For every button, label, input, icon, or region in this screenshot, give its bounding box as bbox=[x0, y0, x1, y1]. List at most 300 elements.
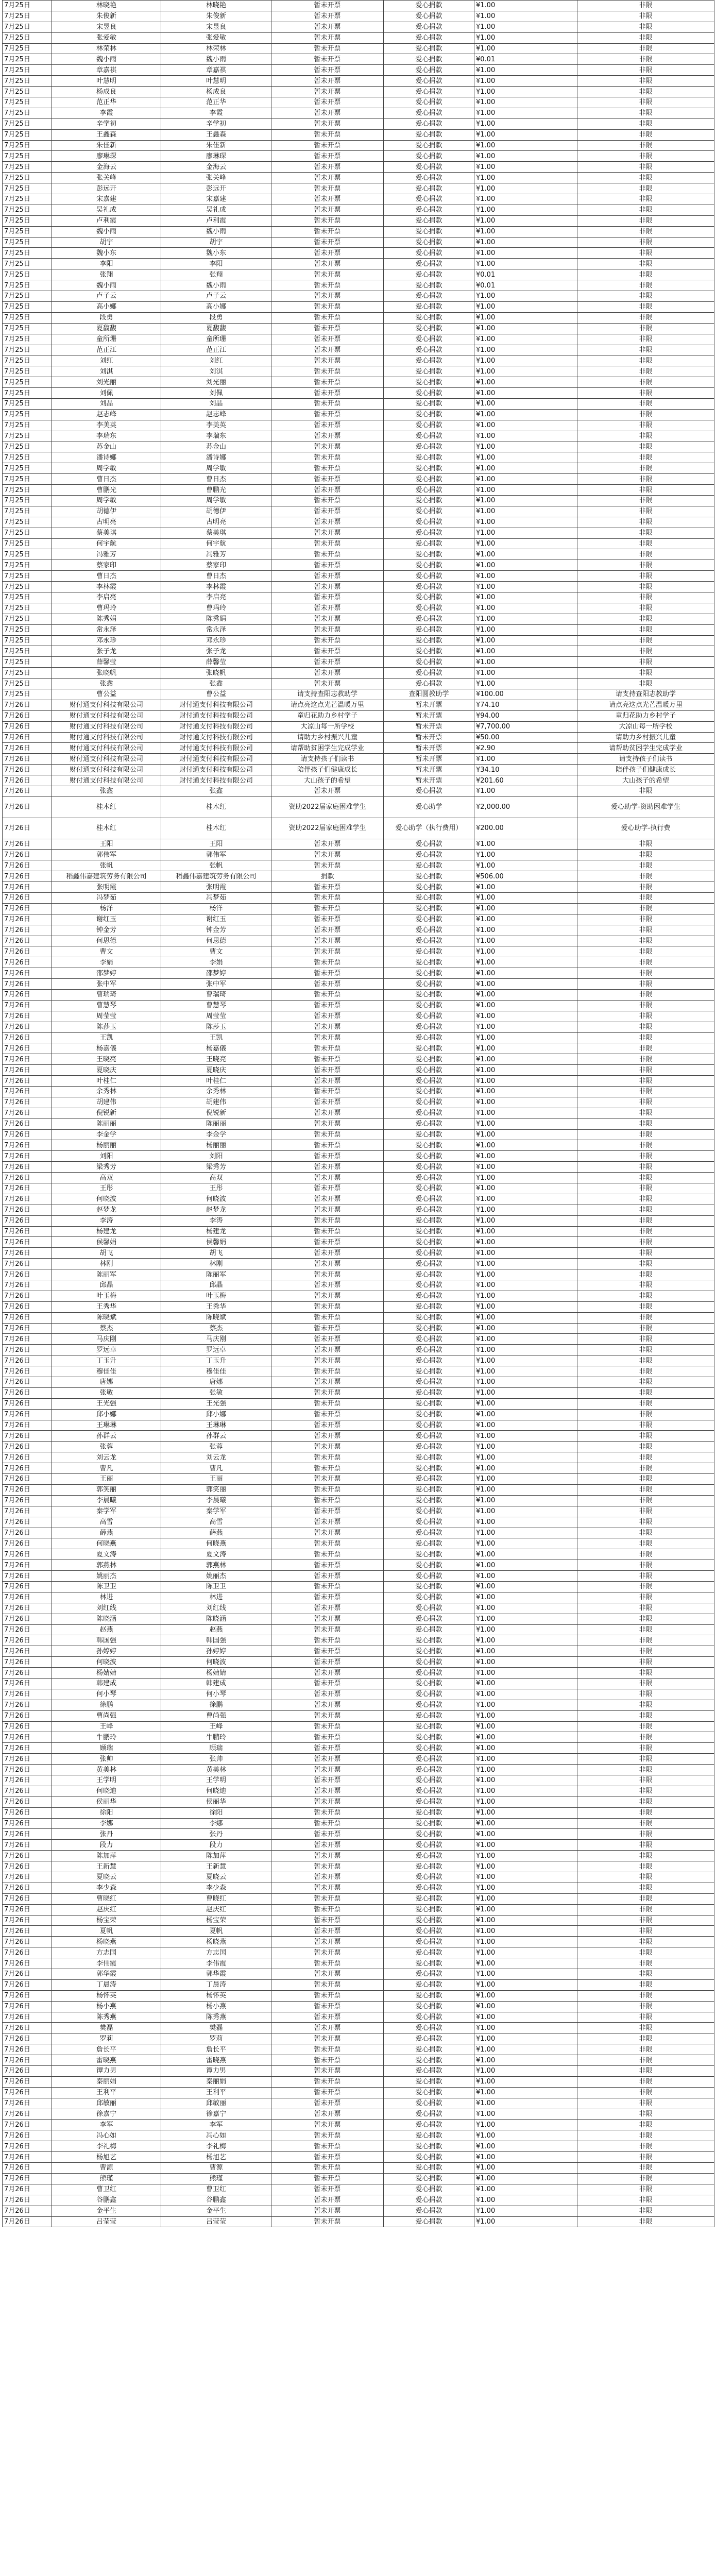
restriction-cell: 非限 bbox=[577, 32, 714, 43]
restriction-cell: 非限 bbox=[577, 1495, 714, 1506]
ledger-row bbox=[3, 1700, 714, 1710]
amount-cell: ¥1.00 bbox=[474, 1700, 577, 1710]
invoice-cell: 暂未开票 bbox=[271, 1140, 384, 1151]
restriction-cell: 陪伴孩子们健康成长 bbox=[577, 765, 714, 775]
payer-cell: 周学敏 bbox=[161, 463, 271, 474]
payer-cell: 蔡美琪 bbox=[161, 528, 271, 538]
ledger-row bbox=[3, 2109, 714, 2120]
restriction-cell: 非限 bbox=[577, 1000, 714, 1011]
donor-cell: 胡宇 bbox=[52, 237, 161, 248]
donor-cell: 林刚 bbox=[52, 1259, 161, 1269]
amount-cell: ¥1.00 bbox=[474, 1226, 577, 1237]
category-cell: 爱心捐款 bbox=[384, 1937, 474, 1947]
invoice-cell: 暂未开票 bbox=[271, 1301, 384, 1312]
category-cell: 爱心捐款 bbox=[384, 1840, 474, 1851]
ledger-row bbox=[3, 775, 714, 786]
payer-cell: 叶玉梅 bbox=[161, 1291, 271, 1301]
donor-cell: 范正华 bbox=[52, 97, 161, 108]
payer-cell: 朱佳新 bbox=[161, 140, 271, 151]
ledger-row bbox=[3, 173, 714, 183]
date-cell: 7月26日 bbox=[3, 1528, 52, 1538]
amount-cell: ¥1.00 bbox=[474, 1592, 577, 1603]
payer-cell: 张蓉 bbox=[161, 1442, 271, 1452]
restriction-cell: 非限 bbox=[577, 1398, 714, 1409]
payer-cell: 曹文 bbox=[161, 946, 271, 957]
amount-cell: ¥1.00 bbox=[474, 1409, 577, 1420]
payer-cell: 郭华霞 bbox=[161, 1969, 271, 1980]
payer-cell: 谭力男 bbox=[161, 2066, 271, 2077]
invoice-cell: 暂未开票 bbox=[271, 1710, 384, 1721]
payer-cell: 王利平 bbox=[161, 2087, 271, 2098]
ledger-row bbox=[3, 2141, 714, 2152]
donor-cell: 杨小燕 bbox=[52, 2001, 161, 2012]
invoice-cell: 暂未开票 bbox=[271, 398, 384, 409]
amount-cell: ¥1.00 bbox=[474, 1291, 577, 1301]
amount-cell: ¥0.01 bbox=[474, 54, 577, 65]
invoice-cell: 请帮助贫困学生完成学业 bbox=[271, 743, 384, 754]
invoice-cell: 暂未开票 bbox=[271, 2184, 384, 2195]
ledger-row bbox=[3, 420, 714, 431]
donor-cell: 周学敏 bbox=[52, 495, 161, 506]
amount-cell: ¥1.00 bbox=[474, 1377, 577, 1388]
payer-cell: 林荣林 bbox=[161, 43, 271, 54]
amount-cell: ¥1.00 bbox=[474, 11, 577, 22]
amount-cell: ¥1.00 bbox=[474, 1506, 577, 1517]
payer-cell: 魏小雨 bbox=[161, 54, 271, 65]
invoice-cell: 暂未开票 bbox=[271, 1291, 384, 1301]
invoice-cell: 暂未开票 bbox=[271, 1054, 384, 1065]
category-cell: 爱心捐款 bbox=[384, 1086, 474, 1097]
restriction-cell: 非限 bbox=[577, 1743, 714, 1754]
donor-cell: 谷鹏鑫 bbox=[52, 2195, 161, 2206]
date-cell: 7月25日 bbox=[3, 140, 52, 151]
amount-cell: ¥1.00 bbox=[474, 1872, 577, 1883]
donor-cell: 杨婧婧 bbox=[52, 1668, 161, 1679]
date-cell: 7月25日 bbox=[3, 97, 52, 108]
date-cell: 7月26日 bbox=[3, 1474, 52, 1485]
amount-cell: ¥1.00 bbox=[474, 1452, 577, 1463]
category-cell: 爱心捐款 bbox=[384, 582, 474, 592]
payer-cell: 曹日杰 bbox=[161, 474, 271, 485]
payer-cell: 雷晓燕 bbox=[161, 2055, 271, 2066]
date-cell: 7月25日 bbox=[3, 87, 52, 97]
category-cell: 爱心捐款 bbox=[384, 1861, 474, 1872]
donor-cell: 陈丽丽 bbox=[52, 1118, 161, 1129]
date-cell: 7月26日 bbox=[3, 1280, 52, 1291]
amount-cell: ¥1.00 bbox=[474, 355, 577, 366]
ledger-row bbox=[3, 1990, 714, 2001]
category-cell: 爱心捐款 bbox=[384, 366, 474, 377]
restriction-cell: 非限 bbox=[577, 280, 714, 291]
donor-cell: 杨晓燕 bbox=[52, 1937, 161, 1947]
restriction-cell: 非限 bbox=[577, 1431, 714, 1442]
ledger-row bbox=[3, 1765, 714, 1775]
amount-cell: ¥1.00 bbox=[474, 657, 577, 668]
ledger-row bbox=[3, 1076, 714, 1087]
date-cell: 7月26日 bbox=[3, 2130, 52, 2141]
ledger-row bbox=[3, 1162, 714, 1173]
date-cell: 7月25日 bbox=[3, 538, 52, 549]
donor-cell: 李启亮 bbox=[52, 592, 161, 603]
amount-cell: ¥1.00 bbox=[474, 925, 577, 936]
date-cell: 7月25日 bbox=[3, 442, 52, 452]
invoice-cell: 暂未开票 bbox=[271, 2044, 384, 2055]
date-cell: 7月25日 bbox=[3, 463, 52, 474]
amount-cell: ¥1.00 bbox=[474, 1086, 577, 1097]
invoice-cell: 暂未开票 bbox=[271, 1345, 384, 1355]
ledger-row bbox=[3, 2098, 714, 2109]
invoice-cell: 请支持查阳志教助学 bbox=[271, 689, 384, 700]
category-cell: 爱心捐款 bbox=[384, 215, 474, 226]
date-cell: 7月26日 bbox=[3, 1065, 52, 1076]
payer-cell: 牛鹏玲 bbox=[161, 1732, 271, 1743]
amount-cell: ¥1.00 bbox=[474, 1463, 577, 1474]
invoice-cell: 暂未开票 bbox=[271, 1205, 384, 1215]
payer-cell: 李启亮 bbox=[161, 592, 271, 603]
date-cell: 7月25日 bbox=[3, 345, 52, 355]
invoice-cell: 暂未开票 bbox=[271, 323, 384, 334]
date-cell: 7月26日 bbox=[3, 2120, 52, 2130]
invoice-cell: 资助2022届家庭困难学生 bbox=[271, 818, 384, 839]
amount-cell: ¥1.00 bbox=[474, 2120, 577, 2130]
date-cell: 7月26日 bbox=[3, 936, 52, 946]
amount-cell: ¥1.00 bbox=[474, 442, 577, 452]
date-cell: 7月26日 bbox=[3, 850, 52, 860]
category-cell: 爱心捐款 bbox=[384, 1452, 474, 1463]
category-cell: 爱心捐款 bbox=[384, 1118, 474, 1129]
amount-cell: ¥1.00 bbox=[474, 1355, 577, 1366]
payer-cell: 赵庆红 bbox=[161, 1904, 271, 1915]
payer-cell: 冯雅芳 bbox=[161, 549, 271, 560]
invoice-cell: 暂未开票 bbox=[271, 32, 384, 43]
category-cell: 爱心捐款 bbox=[384, 1592, 474, 1603]
payer-cell: 孙群云 bbox=[161, 1431, 271, 1442]
payer-cell: 邵梦婷 bbox=[161, 968, 271, 979]
donor-cell: 胡飞 bbox=[52, 1248, 161, 1259]
ledger-row bbox=[3, 860, 714, 871]
date-cell: 7月25日 bbox=[3, 366, 52, 377]
category-cell: 爱心捐款 bbox=[384, 592, 474, 603]
restriction-cell: 大凉山每一所学校 bbox=[577, 721, 714, 732]
amount-cell: ¥1.00 bbox=[474, 366, 577, 377]
amount-cell: ¥1.00 bbox=[474, 1108, 577, 1118]
invoice-cell: 暂未开票 bbox=[271, 1958, 384, 1969]
category-cell: 爱心捐款 bbox=[384, 1162, 474, 1173]
category-cell: 爱心捐款 bbox=[384, 936, 474, 946]
restriction-cell: 请助力乡村振兴儿童 bbox=[577, 732, 714, 743]
ledger-row bbox=[3, 1259, 714, 1269]
donor-cell: 段力 bbox=[52, 1840, 161, 1851]
date-cell: 7月26日 bbox=[3, 2076, 52, 2087]
restriction-cell: 非限 bbox=[577, 377, 714, 388]
amount-cell: ¥2,000.00 bbox=[474, 796, 577, 818]
ledger-row bbox=[3, 796, 714, 818]
date-cell: 7月25日 bbox=[3, 291, 52, 302]
payer-cell: 夏晓云 bbox=[161, 1872, 271, 1883]
ledger-row bbox=[3, 732, 714, 743]
date-cell: 7月26日 bbox=[3, 1668, 52, 1679]
donor-cell: 冯心如 bbox=[52, 2130, 161, 2141]
restriction-cell: 非限 bbox=[577, 1215, 714, 1226]
date-cell: 7月26日 bbox=[3, 1377, 52, 1388]
payer-cell: 李阳 bbox=[161, 259, 271, 269]
amount-cell: ¥1.00 bbox=[474, 140, 577, 151]
invoice-cell: 暂未开票 bbox=[271, 1635, 384, 1646]
ledger-row bbox=[3, 1829, 714, 1840]
donor-cell: 郭华霞 bbox=[52, 1969, 161, 1980]
restriction-cell: 非限 bbox=[577, 2033, 714, 2044]
ledger-row bbox=[3, 679, 714, 689]
payer-cell: 刘云龙 bbox=[161, 1452, 271, 1463]
amount-cell: ¥1.00 bbox=[474, 1603, 577, 1614]
invoice-cell: 暂未开票 bbox=[271, 1797, 384, 1807]
invoice-cell: 暂未开票 bbox=[271, 1624, 384, 1635]
amount-cell: ¥1.00 bbox=[474, 431, 577, 442]
payer-cell: 陈丽军 bbox=[161, 1269, 271, 1280]
amount-cell: ¥1.00 bbox=[474, 668, 577, 679]
invoice-cell: 暂未开票 bbox=[271, 215, 384, 226]
amount-cell: ¥1.00 bbox=[474, 1861, 577, 1872]
restriction-cell: 非限 bbox=[577, 1065, 714, 1076]
ledger-row bbox=[3, 1032, 714, 1043]
amount-cell: ¥1.00 bbox=[474, 1904, 577, 1915]
invoice-cell: 暂未开票 bbox=[271, 1151, 384, 1162]
ledger-row bbox=[3, 850, 714, 860]
ledger-row bbox=[3, 11, 714, 22]
amount-cell: ¥1.00 bbox=[474, 1743, 577, 1754]
invoice-cell: 暂未开票 bbox=[271, 1549, 384, 1560]
category-cell: 爱心捐款 bbox=[384, 1420, 474, 1431]
amount-cell: ¥1.00 bbox=[474, 1883, 577, 1893]
ledger-row bbox=[3, 226, 714, 237]
category-cell: 暂未开票 bbox=[384, 721, 474, 732]
payer-cell: 财付通支付科技有限公司 bbox=[161, 754, 271, 765]
date-cell: 7月25日 bbox=[3, 624, 52, 635]
category-cell: 爱心捐款 bbox=[384, 388, 474, 399]
category-cell: 爱心捐款 bbox=[384, 786, 474, 797]
date-cell: 7月25日 bbox=[3, 312, 52, 323]
payer-cell: 叶桂仁 bbox=[161, 1076, 271, 1087]
restriction-cell: 非限 bbox=[577, 226, 714, 237]
donor-cell: 蔡美琪 bbox=[52, 528, 161, 538]
invoice-cell: 暂未开票 bbox=[271, 2109, 384, 2120]
payer-cell: 林进 bbox=[161, 1592, 271, 1603]
donor-cell: 金平生 bbox=[52, 2206, 161, 2216]
restriction-cell: 非限 bbox=[577, 452, 714, 463]
payer-cell: 薛燕 bbox=[161, 1528, 271, 1538]
ledger-row bbox=[3, 979, 714, 990]
date-cell: 7月25日 bbox=[3, 474, 52, 485]
category-cell: 爱心捐款 bbox=[384, 1495, 474, 1506]
restriction-cell: 请点亮这点光芒温暖万里 bbox=[577, 700, 714, 710]
payer-cell: 张中军 bbox=[161, 979, 271, 990]
donor-cell: 曹鹏光 bbox=[52, 485, 161, 496]
amount-cell: ¥1.00 bbox=[474, 1947, 577, 1958]
restriction-cell: 非限 bbox=[577, 1915, 714, 1926]
donor-cell: 李娟 bbox=[52, 957, 161, 968]
restriction-cell: 非限 bbox=[577, 517, 714, 528]
date-cell: 7月26日 bbox=[3, 1721, 52, 1732]
date-cell: 7月26日 bbox=[3, 1754, 52, 1765]
category-cell: 爱心捐款 bbox=[384, 1829, 474, 1840]
invoice-cell: 暂未开票 bbox=[271, 388, 384, 399]
donor-cell: 刘红线 bbox=[52, 1603, 161, 1614]
category-cell: 爱心捐款 bbox=[384, 2173, 474, 2184]
payer-cell: 刘淇 bbox=[161, 366, 271, 377]
invoice-cell: 暂未开票 bbox=[271, 1280, 384, 1291]
donor-cell: 余秀林 bbox=[52, 1086, 161, 1097]
amount-cell: ¥1.00 bbox=[474, 1915, 577, 1926]
category-cell: 爱心捐款 bbox=[384, 355, 474, 366]
ledger-row bbox=[3, 1442, 714, 1452]
date-cell: 7月25日 bbox=[3, 560, 52, 571]
invoice-cell: 暂未开票 bbox=[271, 463, 384, 474]
date-cell: 7月25日 bbox=[3, 11, 52, 22]
invoice-cell: 暂未开票 bbox=[271, 1420, 384, 1431]
ledger-row bbox=[3, 1194, 714, 1205]
category-cell: 爱心捐款 bbox=[384, 2184, 474, 2195]
invoice-cell: 暂未开票 bbox=[271, 1226, 384, 1237]
restriction-cell: 非限 bbox=[577, 2173, 714, 2184]
ledger-row bbox=[3, 646, 714, 657]
ledger-row bbox=[3, 431, 714, 442]
donor-cell: 王新慧 bbox=[52, 1861, 161, 1872]
invoice-cell: 暂未开票 bbox=[271, 11, 384, 22]
ledger-row bbox=[3, 1097, 714, 1108]
restriction-cell: 非限 bbox=[577, 1506, 714, 1517]
invoice-cell: 暂未开票 bbox=[271, 1969, 384, 1980]
invoice-cell: 暂未开票 bbox=[271, 1032, 384, 1043]
ledger-row bbox=[3, 538, 714, 549]
invoice-cell: 暂未开票 bbox=[271, 1765, 384, 1775]
date-cell: 7月26日 bbox=[3, 1118, 52, 1129]
category-cell: 爱心捐款 bbox=[384, 259, 474, 269]
restriction-cell: 非限 bbox=[577, 506, 714, 517]
restriction-cell: 非限 bbox=[577, 1624, 714, 1635]
date-cell: 7月26日 bbox=[3, 710, 52, 721]
payer-cell: 范正华 bbox=[161, 97, 271, 108]
restriction-cell: 请支持孩子们读书 bbox=[577, 754, 714, 765]
payer-cell: 周学敏 bbox=[161, 495, 271, 506]
restriction-cell: 非限 bbox=[577, 2152, 714, 2163]
date-cell: 7月26日 bbox=[3, 882, 52, 893]
amount-cell: ¥1.00 bbox=[474, 97, 577, 108]
restriction-cell: 非限 bbox=[577, 1248, 714, 1259]
amount-cell: ¥1.00 bbox=[474, 173, 577, 183]
invoice-cell: 暂未开票 bbox=[271, 1442, 384, 1452]
ledger-row bbox=[3, 2012, 714, 2023]
restriction-cell: 请帮助贫困学生完成学业 bbox=[577, 743, 714, 754]
restriction-cell: 非限 bbox=[577, 2001, 714, 2012]
amount-cell: ¥1.00 bbox=[474, 2098, 577, 2109]
category-cell: 爱心捐款 bbox=[384, 1915, 474, 1926]
ledger-row bbox=[3, 1215, 714, 1226]
date-cell: 7月26日 bbox=[3, 1851, 52, 1861]
category-cell: 爱心捐款 bbox=[384, 679, 474, 689]
payer-cell: 穆佳佳 bbox=[161, 1366, 271, 1377]
payer-cell: 何小琴 bbox=[161, 1689, 271, 1700]
amount-cell: ¥1.00 bbox=[474, 679, 577, 689]
amount-cell: ¥1.00 bbox=[474, 1528, 577, 1538]
date-cell: 7月25日 bbox=[3, 668, 52, 679]
donor-cell: 胡德伊 bbox=[52, 506, 161, 517]
amount-cell: ¥1.00 bbox=[474, 1484, 577, 1495]
invoice-cell: 暂未开票 bbox=[271, 850, 384, 860]
payer-cell: 陈卫卫 bbox=[161, 1581, 271, 1592]
amount-cell: ¥1.00 bbox=[474, 1775, 577, 1786]
category-cell: 爱心捐款 bbox=[384, 1431, 474, 1442]
date-cell: 7月25日 bbox=[3, 571, 52, 582]
ledger-row bbox=[3, 248, 714, 259]
ledger-row bbox=[3, 301, 714, 312]
donor-cell: 姚丽杰 bbox=[52, 1571, 161, 1582]
amount-cell: ¥1.00 bbox=[474, 1280, 577, 1291]
date-cell: 7月25日 bbox=[3, 517, 52, 528]
restriction-cell: 非限 bbox=[577, 1173, 714, 1183]
amount-cell: ¥1.00 bbox=[474, 646, 577, 657]
amount-cell: ¥1.00 bbox=[474, 1926, 577, 1937]
invoice-cell: 暂未开票 bbox=[271, 291, 384, 302]
category-cell: 爱心捐款 bbox=[384, 1205, 474, 1215]
invoice-cell: 暂未开票 bbox=[271, 1194, 384, 1205]
date-cell: 7月25日 bbox=[3, 582, 52, 592]
category-cell: 爱心捐款 bbox=[384, 538, 474, 549]
category-cell: 爱心捐款 bbox=[384, 1958, 474, 1969]
amount-cell: ¥1.00 bbox=[474, 1334, 577, 1345]
invoice-cell: 暂未开票 bbox=[271, 377, 384, 388]
restriction-cell: 非限 bbox=[577, 291, 714, 302]
ledger-row bbox=[3, 818, 714, 839]
donor-cell: 财付通支付科技有限公司 bbox=[52, 732, 161, 743]
date-cell: 7月26日 bbox=[3, 1689, 52, 1700]
payer-cell: 曹鹏光 bbox=[161, 485, 271, 496]
amount-cell: ¥1.00 bbox=[474, 1183, 577, 1194]
donor-cell: 王丽 bbox=[52, 1474, 161, 1485]
date-cell: 7月25日 bbox=[3, 151, 52, 162]
restriction-cell: 非限 bbox=[577, 1366, 714, 1377]
category-cell: 爱心捐款 bbox=[384, 2076, 474, 2087]
restriction-cell: 非限 bbox=[577, 925, 714, 936]
ledger-row bbox=[3, 914, 714, 925]
restriction-cell: 非限 bbox=[577, 1097, 714, 1108]
payer-cell: 陈丽丽 bbox=[161, 1118, 271, 1129]
donor-cell: 倪锐新 bbox=[52, 1108, 161, 1118]
payer-cell: 郭燕林 bbox=[161, 1560, 271, 1571]
restriction-cell: 非限 bbox=[577, 1829, 714, 1840]
amount-cell: ¥1.00 bbox=[474, 1635, 577, 1646]
payer-cell: 何晓迪 bbox=[161, 1786, 271, 1797]
date-cell: 7月25日 bbox=[3, 377, 52, 388]
date-cell: 7月25日 bbox=[3, 259, 52, 269]
invoice-cell: 暂未开票 bbox=[271, 65, 384, 76]
payer-cell: 曹公益 bbox=[161, 689, 271, 700]
category-cell: 爱心捐款 bbox=[384, 506, 474, 517]
donor-cell: 辛学初 bbox=[52, 118, 161, 129]
invoice-cell: 暂未开票 bbox=[271, 1990, 384, 2001]
date-cell: 7月26日 bbox=[3, 1904, 52, 1915]
category-cell: 爱心捐款 bbox=[384, 1990, 474, 2001]
category-cell: 爱心捐款 bbox=[384, 1560, 474, 1571]
restriction-cell: 非限 bbox=[577, 1032, 714, 1043]
ledger-row bbox=[3, 1398, 714, 1409]
amount-cell: ¥1.00 bbox=[474, 205, 577, 215]
category-cell: 爱心捐款 bbox=[384, 549, 474, 560]
date-cell: 7月26日 bbox=[3, 1301, 52, 1312]
invoice-cell: 暂未开票 bbox=[271, 646, 384, 657]
ledger-row bbox=[3, 259, 714, 269]
donor-cell: 李娜 bbox=[52, 1818, 161, 1829]
invoice-cell: 暂未开票 bbox=[271, 1538, 384, 1549]
